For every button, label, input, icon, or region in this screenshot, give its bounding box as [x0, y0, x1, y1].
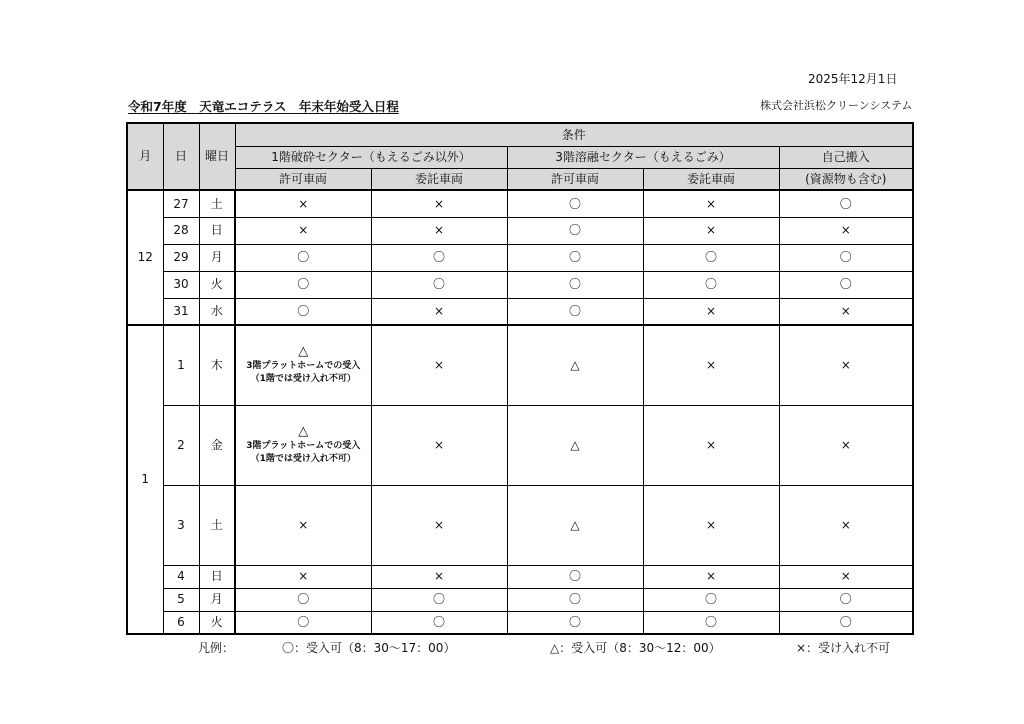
- day-cell: 3: [163, 485, 199, 565]
- header-conditions: 条件: [235, 123, 913, 146]
- sector1-permit-status: 〇: [235, 611, 371, 634]
- self-carry-status: 〇: [779, 611, 913, 634]
- self-carry-status: 〇: [779, 588, 913, 611]
- status-symbol: △: [298, 424, 309, 440]
- self-carry-status: ×: [779, 565, 913, 588]
- issue-date: 2025年12月1日: [808, 72, 898, 86]
- sector1-consign-status: ×: [371, 298, 507, 325]
- weekday-cell: 火: [199, 611, 235, 634]
- sector3-permit-status: △: [507, 325, 643, 405]
- table-row: [127, 217, 913, 244]
- weekday-cell: 日: [199, 217, 235, 244]
- weekday-cell: 木: [199, 325, 235, 405]
- sector3-permit-status: 〇: [507, 217, 643, 244]
- company-name: 株式会社浜松クリーンシステム: [760, 99, 913, 112]
- sector1-permit-status: [235, 405, 371, 485]
- weekday-cell: 日: [199, 565, 235, 588]
- legend-limited: △：受入可（8：30～12：00）: [550, 641, 721, 655]
- sector3-permit-status: 〇: [507, 565, 643, 588]
- schedule-table: [126, 122, 914, 635]
- header-self-carry: 自己搬入: [779, 146, 913, 168]
- legend: [0, 639, 1024, 657]
- self-carry-status: 〇: [779, 190, 913, 217]
- sector3-consign-status: ×: [643, 405, 779, 485]
- sector3-consign-status: 〇: [643, 588, 779, 611]
- header-month: 月: [127, 123, 163, 190]
- weekday-cell: 金: [199, 405, 235, 485]
- sector3-consign-status: ×: [643, 298, 779, 325]
- header-sector1-consign: 委託車両: [371, 168, 507, 190]
- header-self-carry-note: (資源物も含む): [779, 168, 913, 190]
- sector3-permit-status: △: [507, 485, 643, 565]
- sector1-permit-status: 〇: [235, 298, 371, 325]
- table-row: [127, 565, 913, 588]
- header-sector3: 3階溶融セクター（もえるごみ）: [507, 146, 779, 168]
- sector1-consign-status: 〇: [371, 244, 507, 271]
- sector3-consign-status: ×: [643, 485, 779, 565]
- table-row: [127, 588, 913, 611]
- day-cell: 5: [163, 588, 199, 611]
- header-sector1-permit: 許可車両: [235, 168, 371, 190]
- weekday-cell: 月: [199, 588, 235, 611]
- weekday-cell: 土: [199, 485, 235, 565]
- legend-ok: 〇：受入可（8：30～17：00）: [282, 641, 456, 655]
- sector3-permit-status: △: [507, 405, 643, 485]
- table-row: [127, 611, 913, 634]
- month-cell-january: 1: [127, 325, 163, 634]
- sector3-consign-status: 〇: [643, 244, 779, 271]
- sector3-permit-status: 〇: [507, 298, 643, 325]
- sector1-consign-status: ×: [371, 565, 507, 588]
- status-note: 3階プラットホームでの受入: [246, 440, 361, 451]
- sector3-consign-status: 〇: [643, 611, 779, 634]
- sector3-permit-status: 〇: [507, 190, 643, 217]
- self-carry-status: ×: [779, 298, 913, 325]
- header-sector3-consign: 委託車両: [643, 168, 779, 190]
- status-note: （1階では受け入れ不可）: [250, 374, 356, 385]
- sector3-permit-status: 〇: [507, 611, 643, 634]
- header-sector3-permit: 許可車両: [507, 168, 643, 190]
- header-sector1: 1階破砕セクター（もえるごみ以外）: [235, 146, 507, 168]
- weekday-cell: 水: [199, 298, 235, 325]
- day-cell: 30: [163, 271, 199, 298]
- sector1-permit-status: ×: [235, 565, 371, 588]
- sector1-consign-status: 〇: [371, 271, 507, 298]
- self-carry-status: ×: [779, 485, 913, 565]
- sector1-permit-status: ×: [235, 190, 371, 217]
- self-carry-status: ×: [779, 405, 913, 485]
- self-carry-status: ×: [779, 217, 913, 244]
- sector1-consign-status: ×: [371, 325, 507, 405]
- sector1-consign-status: ×: [371, 485, 507, 565]
- sector3-consign-status: ×: [643, 325, 779, 405]
- sector3-permit-status: 〇: [507, 244, 643, 271]
- day-cell: 28: [163, 217, 199, 244]
- month-cell-december: 12: [127, 190, 163, 325]
- sector1-permit-status: 〇: [235, 244, 371, 271]
- day-cell: 29: [163, 244, 199, 271]
- header-weekday: 曜日: [199, 123, 235, 190]
- table-row: [127, 271, 913, 298]
- sector1-permit-status: 〇: [235, 271, 371, 298]
- table-row: [127, 405, 913, 485]
- day-cell: 6: [163, 611, 199, 634]
- document-title: 令和7年度 天竜エコテラス 年末年始受入日程: [128, 99, 399, 114]
- sector1-permit-status: [235, 325, 371, 405]
- status-note: 3階プラットホームでの受入: [246, 361, 361, 371]
- sector1-consign-status: ×: [371, 190, 507, 217]
- day-cell: 2: [163, 405, 199, 485]
- weekday-cell: 月: [199, 244, 235, 271]
- day-cell: 27: [163, 190, 199, 217]
- sector1-consign-status: 〇: [371, 588, 507, 611]
- self-carry-status: 〇: [779, 244, 913, 271]
- table-row: [127, 325, 913, 405]
- status-symbol: △: [298, 344, 309, 360]
- table-row: [127, 485, 913, 565]
- table-row: [127, 298, 913, 325]
- sector3-consign-status: ×: [643, 217, 779, 244]
- table-row: [127, 190, 913, 217]
- sector1-permit-status: ×: [235, 485, 371, 565]
- day-cell: 31: [163, 298, 199, 325]
- header-day: 日: [163, 123, 199, 190]
- sector1-permit-status: 〇: [235, 588, 371, 611]
- sector3-consign-status: ×: [643, 565, 779, 588]
- weekday-cell: 火: [199, 271, 235, 298]
- sector3-consign-status: 〇: [643, 271, 779, 298]
- self-carry-status: 〇: [779, 271, 913, 298]
- weekday-cell: 土: [199, 190, 235, 217]
- table-row: [127, 244, 913, 271]
- sector1-consign-status: ×: [371, 405, 507, 485]
- sector3-permit-status: 〇: [507, 271, 643, 298]
- sector1-permit-status: ×: [235, 217, 371, 244]
- sector1-consign-status: ×: [371, 217, 507, 244]
- status-note: （1階では受け入れ不可）: [250, 453, 356, 464]
- sector3-consign-status: ×: [643, 190, 779, 217]
- legend-label: 凡例：: [198, 641, 235, 655]
- sector3-permit-status: 〇: [507, 588, 643, 611]
- self-carry-status: ×: [779, 325, 913, 405]
- legend-ng: ×：受け入れ不可: [796, 641, 891, 655]
- day-cell: 1: [163, 325, 199, 405]
- day-cell: 4: [163, 565, 199, 588]
- sector1-consign-status: 〇: [371, 611, 507, 634]
